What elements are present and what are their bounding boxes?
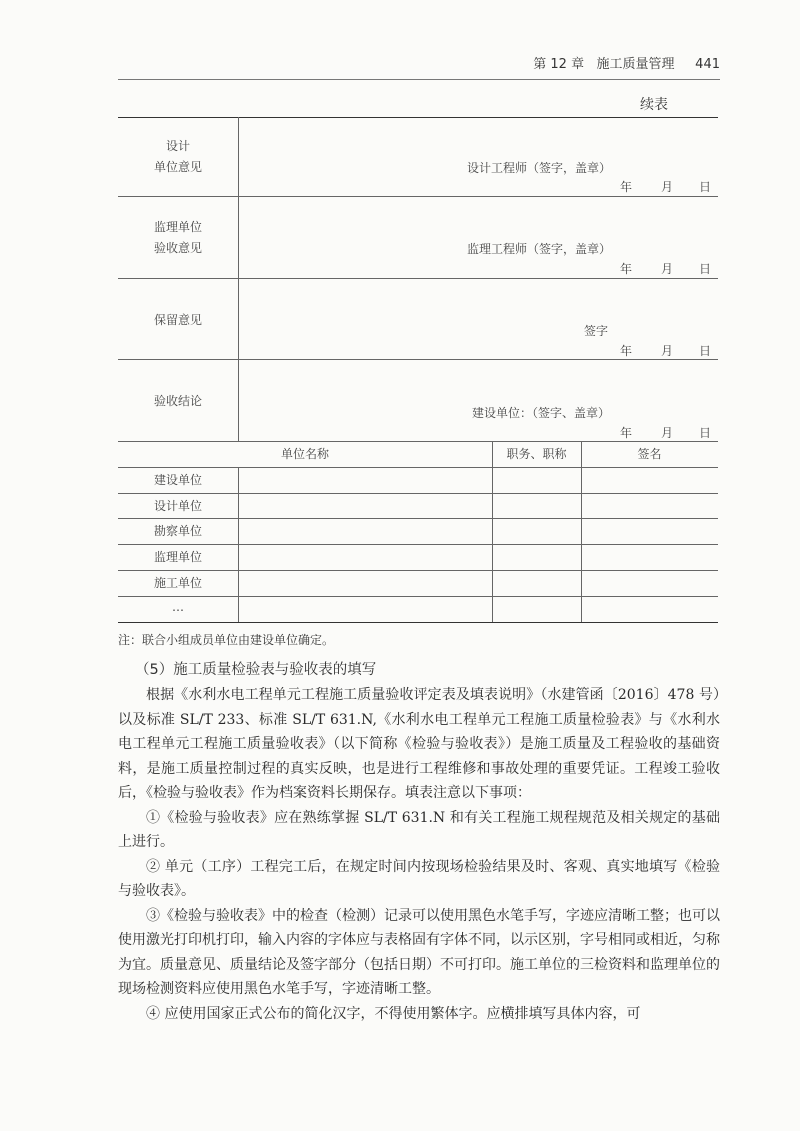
column-header-signature: 签名 (637, 447, 662, 461)
date-month: 月 (661, 344, 674, 358)
table-row: 施工单位 (153, 576, 202, 590)
paragraph: ④ 应使用国家正式公布的简化汉字，不得使用繁体字。应横排填写具体内容，可 (146, 1005, 641, 1022)
paragraph: ③《检验与验收表》中的检查（检测）记录可以使用黑色水笔手写，字迹应清晰工整；也可以使用激光打印机打印，输入内容的字体应与表格固有字体不同，以示区别，字号相同或相近，匀称为宜。质量意见、质量结论及签字部分（包括日期）不可打印。施工单位的三检资料和监理单位的现场检测资料应使用黑色水笔手写，字迹清晰工整。 (118, 907, 720, 997)
row-divider (118, 493, 718, 494)
column-divider (238, 467, 239, 622)
row-divider (118, 544, 718, 545)
date-day: 日 (699, 180, 712, 194)
section-title: （5）施工质量检验表与验收表的填写 (135, 662, 377, 678)
date-month: 月 (661, 262, 674, 276)
paragraph: ② 单元（工序）工程完工后，在规定时间内按现场检验结果及时、客观、真实地填写《检验与验收表》。 (118, 858, 720, 899)
acceptance-conclusion-label: 验收结论 (153, 394, 202, 408)
reserved-opinion-label: 保留意见 (153, 313, 202, 327)
design-signer: 设计工程师（签字，盖章） (467, 161, 612, 175)
row-divider (118, 441, 718, 442)
date-year: 年 (620, 426, 633, 440)
running-header (470, 53, 720, 72)
chapter-title: 施工质量管理 (596, 57, 675, 72)
date-year: 年 (620, 262, 633, 276)
owner-signer: 建设单位：（签字、盖章） (472, 406, 611, 420)
reserved-signer: 签字 (584, 324, 609, 338)
date-day: 日 (699, 262, 712, 276)
design-opinion-label: 设计 单位意见 (153, 139, 202, 174)
date-month: 月 (661, 426, 674, 440)
row-divider (118, 467, 718, 468)
column-divider (238, 117, 239, 441)
supervision-opinion-label: 监理单位 验收意见 (153, 220, 202, 255)
table-bottom-rule (118, 622, 718, 623)
date-day: 日 (699, 426, 712, 440)
row-divider (118, 359, 718, 360)
row-divider (118, 196, 718, 197)
paragraph: 根据《水利水电工程单元工程施工质量验收评定表及填表说明》（水建管函〔2016〕478 号）以及标准 SL/T 233、标准 SL/T 631.N,《水利水电工程单元工程施工质量检验表》与《水利水电工程单元工程施工质量验收表》（以下简称《检验与验收表》）是施工质量及工程验收的基础资料，是施工质量控制过程的真实反映，也是进行工程维修和事故处理的重要凭证。工程竣工验收后，《检验与验收表》作为档案资料长期保存。填表注意以下事项： (118, 687, 720, 801)
header-rule (118, 79, 720, 80)
row-divider (118, 278, 718, 279)
column-header-position: 职务、职称 (506, 447, 567, 461)
continued-label: 续表 (640, 97, 668, 113)
date-year: 年 (620, 180, 633, 194)
table-row: 建设单位 (153, 473, 202, 487)
date-year: 年 (620, 344, 633, 358)
table-row: … (172, 600, 184, 614)
body-text (118, 683, 720, 1026)
row-divider (118, 570, 718, 571)
paragraph: ①《检验与验收表》应在熟练掌握 SL/T 631.N 和有关工程施工规程规范及相关规定的基础上进行。 (118, 809, 720, 850)
date-month: 月 (661, 180, 674, 194)
table-row: 勘察单位 (153, 524, 202, 538)
chapter-number: 第 12 章 (533, 57, 585, 72)
page-number: 441 (695, 57, 720, 72)
column-divider (492, 441, 493, 622)
column-header-unit-name: 单位名称 (280, 447, 329, 461)
table-top-rule (118, 117, 718, 118)
table-note: 注：联合小组成员单位由建设单位确定。 (118, 633, 335, 647)
supervision-signer: 监理工程师（签字，盖章） (467, 242, 612, 256)
table-row: 监理单位 (153, 550, 202, 564)
row-divider (118, 518, 718, 519)
date-day: 日 (699, 344, 712, 358)
table-row: 设计单位 (153, 499, 202, 513)
column-divider (581, 441, 582, 622)
